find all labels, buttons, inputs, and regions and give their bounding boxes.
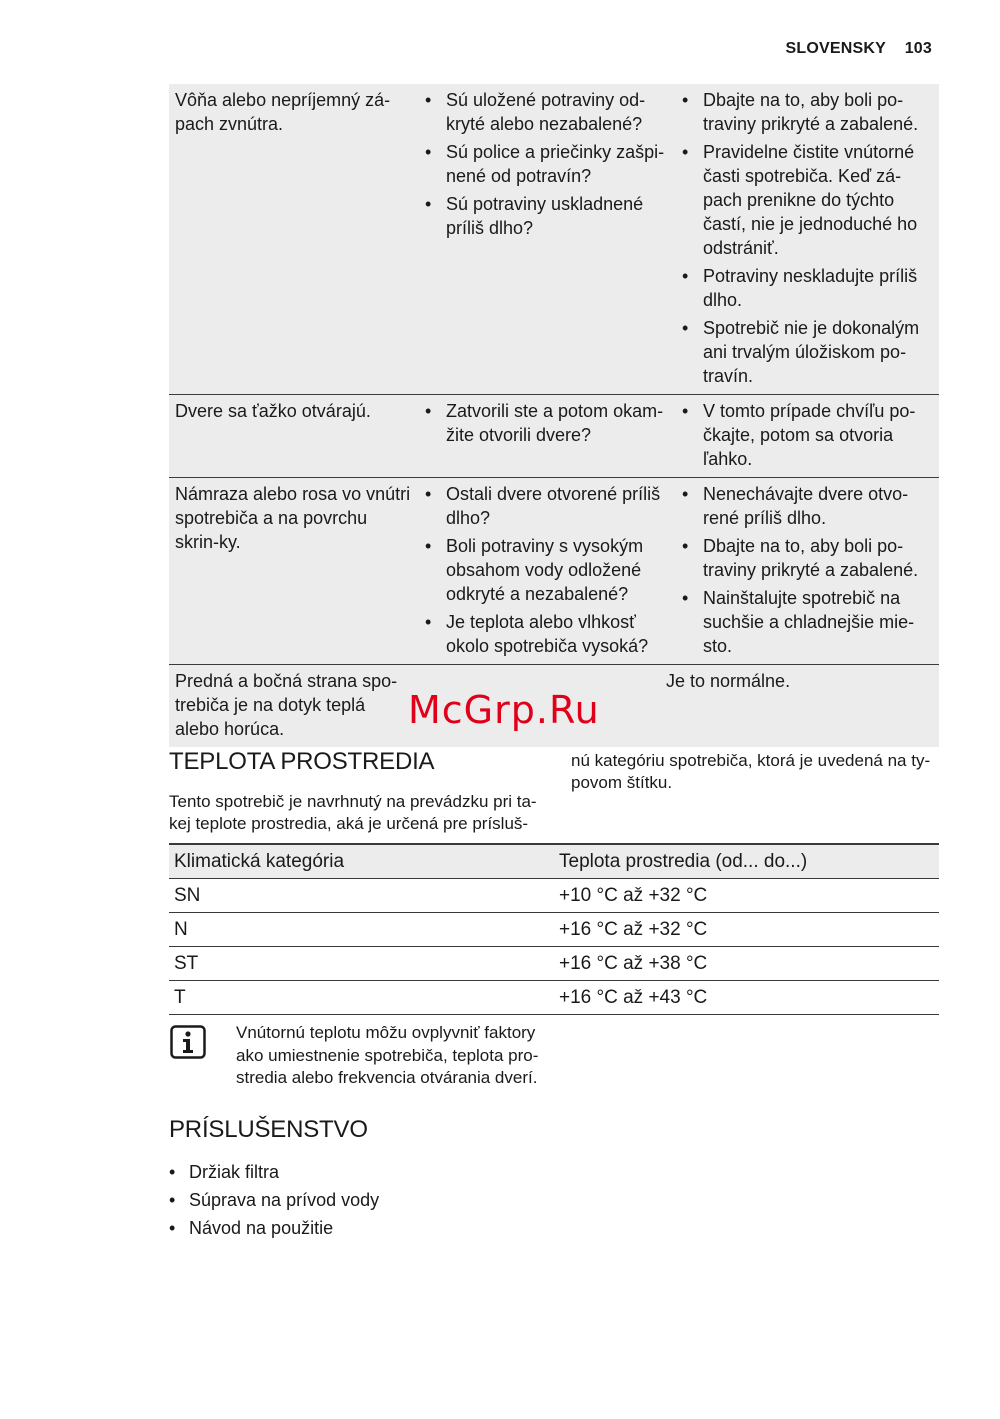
- list-item: • Držiak filtra: [169, 1158, 379, 1186]
- list-item: • Ostali dvere otvorené príliš dlho?: [425, 482, 672, 530]
- temperature-range: +10 °C až +32 °C: [559, 884, 708, 906]
- list-item: • Sú uložené potraviny od-kryté alebo nezabalené?: [425, 88, 672, 136]
- table-row: [169, 981, 939, 1015]
- list-item: • Dbajte na to, aby boli po-traviny prikryté a zabalené.: [682, 88, 933, 136]
- list-item: • Spotrebič nie je dokonalým ani trvalým úložiskom po-travín.: [682, 316, 933, 388]
- list-item: • Dbajte na to, aby boli po-traviny prikryté a zabalené.: [682, 534, 933, 582]
- ambient-text-right: nú kategóriu spotrebiča, ktorá je uvedená na ty-povom štítku.: [571, 751, 931, 792]
- table-row: [169, 84, 939, 395]
- list-item: • Je teplota alebo vlhkosť okolo spotrebiča vysoká?: [425, 610, 672, 658]
- cause-cell: [419, 84, 676, 394]
- troubleshooting-table: [169, 84, 939, 747]
- climate-class: N: [174, 918, 188, 940]
- problem-cell: Vôňa alebo nepríjemný zá-pach zvnútra.: [175, 90, 391, 134]
- list-item: • Súprava na prívod vody: [169, 1186, 379, 1214]
- table-row: [169, 947, 939, 981]
- list-item: • Boli potraviny s vysokým obsahom vody odložené odkryté a nezabalené?: [425, 534, 672, 606]
- list-item: • V tomto prípade chvíľu po-čkajte, potom sa otvoria ľahko.: [682, 399, 933, 471]
- accessories-list: [169, 1158, 379, 1242]
- list-item: • Sú police a priečinky zašpi-nené od potravín?: [425, 140, 672, 188]
- table-row: [169, 879, 939, 913]
- table-header-row: [169, 845, 939, 879]
- page-header: [786, 40, 932, 58]
- list-item: • Pravidelne čistite vnútorné časti spotrebiča. Keď zá-pach prenikne do týchto častí, nie je jednoduché ho odstrániť.: [682, 140, 933, 260]
- table-row: [169, 913, 939, 947]
- cause-cell: [419, 395, 676, 477]
- temperature-range: +16 °C až +43 °C: [559, 986, 708, 1008]
- language-label: SLOVENSKY: [785, 40, 887, 57]
- problem-cell: Predná a bočná strana spo-trebiča je na dotyk teplá alebo horúca.: [175, 671, 398, 739]
- solution-cell: [676, 395, 939, 477]
- climate-table: [169, 843, 939, 1015]
- watermark: McGrp.Ru: [408, 688, 600, 732]
- solution-cell: [676, 84, 939, 394]
- problem-cell: Námraza alebo rosa vo vnútri spotrebiča a na povrchu skrin-ky.: [175, 484, 411, 552]
- cause-cell: [419, 478, 676, 664]
- info-note-text: Vnútornú teplotu môžu ovplyvniť faktory ako umiestnenie spotrebiča, teplota pro-stredia alebo frekvencia otvárania dverí.: [236, 1023, 539, 1087]
- solution-cell: [676, 478, 939, 664]
- ambient-text-left: Tento spotrebič je navrhnutý na prevádzku pri ta-kej teplote prostredia, aká je určená pre prísluš-: [169, 792, 537, 833]
- column-header: Teplota prostredia (od... do...): [559, 850, 808, 872]
- section-heading-accessories: PRÍSLUŠENSTVO: [169, 1116, 368, 1143]
- table-row: [169, 395, 939, 478]
- page-number: 103: [904, 40, 932, 57]
- table-row: [169, 478, 939, 665]
- solution-cell: Je to normálne.: [666, 671, 791, 691]
- climate-class: SN: [174, 884, 201, 906]
- list-item: • Sú potraviny uskladnené príliš dlho?: [425, 192, 672, 240]
- list-item: • Nainštalujte spotrebič na suchšie a chladnejšie mie-sto.: [682, 586, 933, 658]
- problem-cell: Dvere sa ťažko otvárajú.: [175, 401, 371, 421]
- climate-class: ST: [174, 952, 199, 974]
- list-item: • Návod na použitie: [169, 1214, 379, 1242]
- list-item: • Zatvorili ste a potom okam-žite otvorili dvere?: [425, 399, 672, 447]
- temperature-range: +16 °C až +38 °C: [559, 952, 708, 974]
- temperature-range: +16 °C až +32 °C: [559, 918, 708, 940]
- section-heading-ambient: TEPLOTA PROSTREDIA: [169, 748, 435, 775]
- column-header: Klimatická kategória: [174, 850, 345, 872]
- climate-class: T: [174, 986, 186, 1008]
- info-icon: [170, 1025, 206, 1059]
- list-item: • Potraviny neskladujte príliš dlho.: [682, 264, 933, 312]
- list-item: • Nenechávajte dvere otvo-rené príliš dlho.: [682, 482, 933, 530]
